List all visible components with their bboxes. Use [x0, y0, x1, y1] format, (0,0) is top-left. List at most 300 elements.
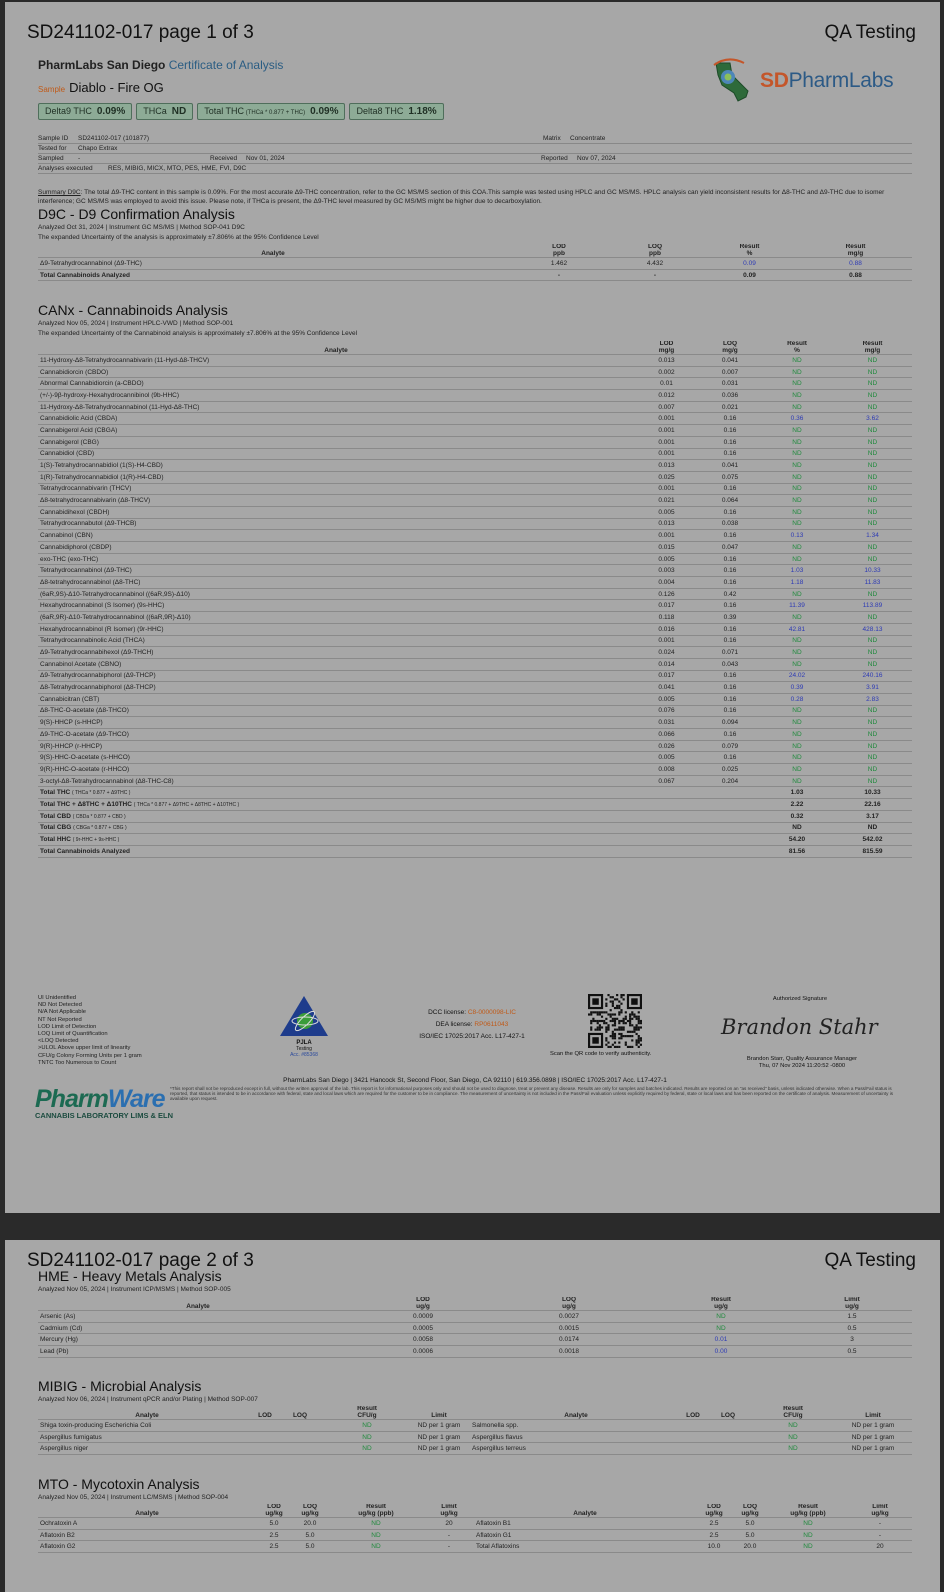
- sample-line: [38, 80, 164, 95]
- coa-page-1: [5, 2, 940, 1213]
- value-cell: 0.031: [634, 717, 699, 729]
- value-cell: 2.5: [696, 1518, 732, 1530]
- table-row: [38, 612, 912, 624]
- mto-table: [38, 1504, 912, 1553]
- analyte-cell: Hexahydrocannabinol (R Isomer) (9r-HHC): [38, 623, 634, 635]
- value-cell: 1.03: [761, 565, 833, 577]
- value-cell: ND: [761, 425, 833, 437]
- info-row: [38, 154, 912, 164]
- value-cell: [699, 845, 761, 857]
- value-cell: ND: [752, 1431, 834, 1443]
- analyte-cell: (6aR,9S)-Δ10-Tetrahydrocannabinol ((6aR,9S)-Δ10): [38, 588, 634, 600]
- value-cell: [704, 1420, 752, 1432]
- table-row: [38, 448, 912, 460]
- table-row: [38, 483, 912, 495]
- value-cell: ND: [761, 822, 833, 834]
- reported-label: Reported: [541, 155, 568, 162]
- value-cell: [256, 1431, 274, 1443]
- analyte-cell: (6aR,9R)-Δ10-Tetrahydrocannabinol ((6aR,9R)-Δ10): [38, 612, 634, 624]
- value-cell: ND: [833, 378, 912, 390]
- column-header: LOD mg/g: [634, 341, 699, 355]
- value-cell: ND: [833, 425, 912, 437]
- value-cell: [274, 1431, 326, 1443]
- column-header: LOQ mg/g: [699, 341, 761, 355]
- value-cell: 22.16: [833, 799, 912, 811]
- table-row: [38, 436, 912, 448]
- table-row: [38, 1346, 912, 1358]
- value-cell: 0.42: [699, 588, 761, 600]
- value-cell: 0.001: [634, 425, 699, 437]
- analyte-cell: Cannabinol Acetate (CBNO): [38, 658, 634, 670]
- signed-date: Thu, 07 Nov 2024 11:20:52 -0800: [758, 1063, 846, 1069]
- value-cell: 0.36: [761, 413, 833, 425]
- value-cell: 0.007: [699, 366, 761, 378]
- value-cell: 24.02: [761, 670, 833, 682]
- table-row: [38, 1334, 912, 1346]
- value-cell: 0.001: [634, 635, 699, 647]
- d9c-title: D9C - D9 Confirmation Analysis: [38, 206, 235, 222]
- received: Nov 01, 2024: [246, 155, 285, 162]
- value-cell: ND: [752, 1443, 834, 1455]
- chip-value: ND: [171, 106, 187, 117]
- table-row: [38, 425, 912, 437]
- table-row: [38, 401, 912, 413]
- reported: Nov 07, 2024: [577, 155, 616, 162]
- pharmware-logo: [35, 1085, 173, 1120]
- column-header: LOD ppb: [508, 244, 610, 258]
- legend-item: LOQ Limit of Quantification: [38, 1031, 108, 1038]
- value-cell: 2.22: [761, 799, 833, 811]
- analyte-cell: Aspergillus terreus: [470, 1443, 682, 1455]
- sampled: -: [78, 155, 81, 162]
- analyte-cell: 9(R)-HHCP (r-HHCP): [38, 740, 634, 752]
- value-cell: ND: [328, 1518, 424, 1530]
- value-cell: 0.075: [699, 471, 761, 483]
- value-cell: 0.064: [699, 495, 761, 507]
- table-row: [38, 682, 912, 694]
- analyte-cell: Aflatoxin B1: [474, 1518, 696, 1530]
- analyte-cell: Hexahydrocannabinol (S Isomer) (9s-HHC): [38, 600, 634, 612]
- analyte-cell: Tetrahydrocannabutol (Δ9-THCB): [38, 518, 634, 530]
- value-cell: 0.16: [699, 483, 761, 495]
- chip-label: Total THC: [204, 106, 245, 116]
- total-row: [38, 810, 912, 822]
- value-cell: 0.013: [634, 355, 699, 367]
- summary-label: Summary D9C: [38, 189, 81, 196]
- value-cell: ND: [761, 612, 833, 624]
- column-header: LOD ug/kg: [696, 1504, 732, 1518]
- value-cell: ND: [761, 588, 833, 600]
- value-cell: ND: [328, 1529, 424, 1541]
- table-header-row: [38, 1504, 912, 1518]
- value-cell: 0.021: [634, 495, 699, 507]
- value-cell: 0.041: [699, 460, 761, 472]
- value-cell: 11.83: [833, 577, 912, 589]
- value-cell: 0.88: [799, 269, 912, 281]
- chip-value: 0.09%: [310, 106, 339, 117]
- value-cell: 0.001: [634, 436, 699, 448]
- value-cell: [274, 1420, 326, 1432]
- value-cell: ND: [761, 705, 833, 717]
- pjla-sub: Testing: [296, 1046, 312, 1052]
- value-cell: ND: [761, 717, 833, 729]
- info-row: [38, 164, 912, 174]
- dea-label: DEA license:: [435, 1021, 473, 1028]
- value-cell: 5.0: [256, 1518, 292, 1530]
- value-cell: 0.001: [634, 413, 699, 425]
- value-cell: [704, 1431, 752, 1443]
- d9c-summary: Summary D9C: The total Δ9-THC content in this sample is 0.09%. For the most accurate Δ9-THC concentration, refer to the GC MS/MS section of this COA.This sample was tested using HPLC and GC MS/MS. HPLC analysis can yield inconsistent results for Δ8-THC and Δ9-THC due to isomer interference; GC MS/MS was employed to avoid this issue. Please note, if THCa is present, the Δ9-THC level measured by GC MS/MS might be higher due to decarboxylation.: [38, 189, 885, 205]
- analyte-cell: Aspergillus niger: [38, 1443, 256, 1455]
- value-cell: ND: [761, 390, 833, 402]
- potency-chip: [136, 103, 193, 120]
- value-cell: 0.066: [634, 729, 699, 741]
- auth-signature-label: Authorized Signature: [772, 996, 828, 1002]
- table-row: [38, 1518, 912, 1530]
- value-cell: ND: [833, 471, 912, 483]
- column-header: Limit: [408, 1406, 470, 1420]
- received-label: Received: [210, 155, 238, 162]
- value-cell: ND: [761, 448, 833, 460]
- value-cell: 0.017: [634, 670, 699, 682]
- value-cell: 0.16: [699, 682, 761, 694]
- value-cell: 10.33: [833, 787, 912, 799]
- value-cell: ND: [833, 553, 912, 565]
- value-cell: [634, 799, 699, 811]
- column-header: Result ug/kg (ppb): [768, 1504, 848, 1518]
- value-cell: ND per 1 gram: [408, 1431, 470, 1443]
- table-row: [38, 670, 912, 682]
- column-header: LOQ ug/g: [488, 1297, 650, 1311]
- analyte-cell: Δ9-Tetrahydrocannabiphorol (Δ9-THCP): [38, 670, 634, 682]
- analyte-cell: Salmonella spp.: [470, 1420, 682, 1432]
- pjla-badge: [275, 994, 333, 1058]
- signature: Brandon Stahr: [721, 1015, 878, 1039]
- info-row: [38, 134, 912, 144]
- sdpharmlabs-logo: [710, 57, 910, 105]
- value-cell: -: [848, 1529, 912, 1541]
- sample-info: [38, 134, 912, 174]
- mibig-analyzed: Analyzed Nov 06, 2024 | Instrument qPCR and/or Plating | Method SOP-007: [38, 1396, 258, 1403]
- value-cell: 0.001: [634, 530, 699, 542]
- summary-text: The total Δ9-THC content in this sample is 0.09%. For the most accurate Δ9-THC concentration, refer to the GC MS/MS section of this COA.This sample was tested using HPLC and GC MS/MS. HPLC analysis can yield inconsistent results for Δ8-THC and Δ9-THC due to isomer interference; GC MS/MS was employed to avoid this issue. Please note, if THCa is present, the Δ9-THC level measured by GC MS/MS might be higher due to decarboxylation.: [38, 189, 885, 205]
- analyte-cell: 11-Hydroxy-Δ8-Tetrahydrocannabinol (11-Hyd-Δ8-THC): [38, 401, 634, 413]
- column-header: LOQ ug/kg: [732, 1504, 768, 1518]
- table-row: [38, 775, 912, 787]
- qr-caption: Scan the QR code to verify authenticity.: [550, 1051, 652, 1057]
- value-cell: 0.094: [699, 717, 761, 729]
- value-cell: 0.16: [699, 413, 761, 425]
- table-row: [38, 635, 912, 647]
- value-cell: 0.16: [699, 623, 761, 635]
- value-cell: ND: [761, 460, 833, 472]
- qa-testing-label: QA Testing: [824, 22, 916, 43]
- value-cell: -: [610, 269, 700, 281]
- value-cell: [634, 845, 699, 857]
- tested-for: Chapo Extrax: [78, 145, 118, 152]
- value-cell: ND: [650, 1322, 792, 1334]
- value-cell: 0.017: [634, 600, 699, 612]
- value-cell: 0.021: [699, 401, 761, 413]
- analyte-cell: Cannabidiphorol (CBDP): [38, 542, 634, 554]
- value-cell: 1.03: [761, 787, 833, 799]
- value-cell: 0.16: [699, 752, 761, 764]
- column-header: LOD: [256, 1406, 274, 1420]
- value-cell: [682, 1431, 704, 1443]
- value-cell: ND per 1 gram: [834, 1443, 912, 1455]
- lab-name: PharmLabs San Diego: [38, 58, 166, 72]
- value-cell: 1.18: [761, 577, 833, 589]
- total-label: Total CBD ( CBDa * 0.877 + CBD ): [38, 810, 634, 822]
- analyte-cell: Cannabidiolic Acid (CBDA): [38, 413, 634, 425]
- value-cell: 0.005: [634, 553, 699, 565]
- value-cell: ND: [768, 1541, 848, 1553]
- table-row: [38, 530, 912, 542]
- column-header: Analyte: [38, 341, 634, 355]
- value-cell: 0.071: [699, 647, 761, 659]
- value-cell: ND: [761, 401, 833, 413]
- value-cell: 0.16: [699, 448, 761, 460]
- value-cell: 5.0: [732, 1529, 768, 1541]
- value-cell: 1.462: [508, 258, 610, 270]
- analyte-cell: 11-Hydroxy-Δ8-Tetrahydrocannabivarin (11-Hyd-Δ8-THCV): [38, 355, 634, 367]
- table-row: [38, 1443, 912, 1455]
- value-cell: 20: [424, 1518, 474, 1530]
- value-cell: 0.16: [699, 530, 761, 542]
- analyte-cell: Abnormal Cannabidiorcin (a-CBDO): [38, 378, 634, 390]
- analyte-cell: Δ8-THC-O-acetate (Δ8-THCO): [38, 705, 634, 717]
- value-cell: ND: [833, 588, 912, 600]
- column-header: LOQ: [704, 1406, 752, 1420]
- table-row: [38, 258, 912, 270]
- sampled-label: Sampled: [38, 155, 64, 162]
- analyte-cell: Shiga toxin-producing Escherichia Coli: [38, 1420, 256, 1432]
- coa-label: Certificate of Analysis: [168, 58, 284, 72]
- value-cell: 0.16: [699, 436, 761, 448]
- dcc-license: C8-0000098-LIC: [467, 1009, 516, 1016]
- value-cell: 20: [848, 1541, 912, 1553]
- total-formula: ( 9r-HHC + 9s-HHC ): [72, 837, 120, 844]
- hme-table: [38, 1297, 912, 1358]
- value-cell: 0.39: [761, 682, 833, 694]
- value-cell: 3.91: [833, 682, 912, 694]
- analyte-cell: Cannabinol (CBN): [38, 530, 634, 542]
- canx-analyzed: Analyzed Nov 05, 2024 | Instrument HPLC-VWD | Method SOP-001: [38, 320, 234, 327]
- table-row: [38, 577, 912, 589]
- legend-item: NT Not Reported: [38, 1016, 82, 1023]
- table-row: [38, 378, 912, 390]
- canx-uncertainty: The expanded Uncertainty of the Cannabinoid analysis is approximately ±7.806% at the 95% Confidence Level: [38, 330, 358, 337]
- potency-chip: [38, 103, 132, 120]
- value-cell: 815.59: [833, 845, 912, 857]
- value-cell: ND: [761, 518, 833, 530]
- analyte-cell: Δ9-Tetrahydrocannabinol (Δ9-THC): [38, 258, 508, 270]
- value-cell: 0.0005: [358, 1322, 488, 1334]
- table-row: [38, 542, 912, 554]
- value-cell: ND: [761, 471, 833, 483]
- total-row: [38, 834, 912, 846]
- verification-qr-code[interactable]: [588, 994, 642, 1048]
- value-cell: 0.041: [634, 682, 699, 694]
- value-cell: 0.067: [634, 775, 699, 787]
- value-cell: 0.09: [700, 269, 799, 281]
- value-cell: 0.026: [634, 740, 699, 752]
- value-cell: ND: [761, 729, 833, 741]
- value-cell: [699, 787, 761, 799]
- value-cell: 1.5: [792, 1311, 912, 1323]
- value-cell: 0.036: [699, 390, 761, 402]
- column-header: Analyte: [38, 1406, 256, 1420]
- mibig-table: [38, 1406, 912, 1455]
- legend-item: N/A Not Applicable: [38, 1009, 87, 1016]
- analyte-cell: 9(R)-HHC-O-acetate (r-HHCO): [38, 764, 634, 776]
- value-cell: ND: [761, 506, 833, 518]
- pharmware-tagline: CANNABIS LABORATORY LIMS & ELN: [35, 1111, 174, 1120]
- analyte-cell: 9(S)-HHC-O-acetate (s-HHCO): [38, 752, 634, 764]
- value-cell: 0.005: [634, 693, 699, 705]
- analyte-cell: Total Aflatoxins: [474, 1541, 696, 1553]
- mto-title: MTO - Mycotoxin Analysis: [38, 1476, 200, 1492]
- value-cell: ND: [833, 355, 912, 367]
- table-row: [38, 565, 912, 577]
- analyte-cell: 1(S)-Tetrahydrocannabidiol (1(S)-H4-CBD): [38, 460, 634, 472]
- coa-page-2: [5, 1240, 940, 1592]
- analyses: RES, MIBIG, MICX, MTO, PES, HME, FVI, D9C: [108, 165, 247, 172]
- california-map-icon: [710, 57, 762, 105]
- analyte-cell: 3-octyl-Δ8-Tetrahydrocannabinol (Δ8-THC-C8): [38, 775, 634, 787]
- value-cell: ND: [328, 1541, 424, 1553]
- legend-item: <LOQ Detected: [38, 1038, 79, 1045]
- value-cell: 0.005: [634, 506, 699, 518]
- table-row: [38, 413, 912, 425]
- lab-header: [38, 58, 283, 72]
- value-cell: ND: [833, 705, 912, 717]
- analyte-cell: Aspergillus flavus: [470, 1431, 682, 1443]
- value-cell: 428.13: [833, 623, 912, 635]
- value-cell: [682, 1443, 704, 1455]
- logo-text-pharmlabs: PharmLabs: [788, 69, 894, 92]
- pjla-acc: Acc. #85368: [290, 1052, 318, 1058]
- value-cell: [256, 1443, 274, 1455]
- legend-item: LOD Limit of Detection: [38, 1023, 97, 1030]
- value-cell: ND: [761, 436, 833, 448]
- value-cell: 2.5: [256, 1541, 292, 1553]
- table-row: [38, 495, 912, 507]
- value-cell: ND: [833, 542, 912, 554]
- potency-chip: [349, 103, 443, 120]
- value-cell: [699, 810, 761, 822]
- analyte-cell: 9(S)-HHCP (s-HHCP): [38, 717, 634, 729]
- analyte-cell: Δ9-THC-O-acetate (Δ9-THCO): [38, 729, 634, 741]
- value-cell: 0.16: [699, 729, 761, 741]
- value-cell: ND: [761, 635, 833, 647]
- value-cell: ND: [326, 1431, 408, 1443]
- pharmware-a: Pharm: [35, 1085, 108, 1113]
- value-cell: 0.001: [634, 448, 699, 460]
- value-cell: 54.20: [761, 834, 833, 846]
- analyte-cell: Aflatoxin G2: [38, 1541, 256, 1553]
- column-header: Result %: [700, 244, 799, 258]
- table-row: [38, 693, 912, 705]
- value-cell: ND: [326, 1443, 408, 1455]
- value-cell: 0.0009: [358, 1311, 488, 1323]
- value-cell: 0.005: [634, 752, 699, 764]
- value-cell: 42.81: [761, 623, 833, 635]
- value-cell: 0.16: [699, 693, 761, 705]
- value-cell: -: [848, 1518, 912, 1530]
- table-header-row: [38, 1406, 912, 1420]
- value-cell: 0.0027: [488, 1311, 650, 1323]
- analyte-cell: Cannabicitran (CBT): [38, 693, 634, 705]
- analyte-cell: Total Cannabinoids Analyzed: [38, 269, 508, 281]
- analyte-cell: Lead (Pb): [38, 1346, 358, 1358]
- value-cell: [634, 787, 699, 799]
- value-cell: 0.079: [699, 740, 761, 752]
- column-header: Limit ug/kg: [848, 1504, 912, 1518]
- chip-label: THCa: [143, 106, 167, 116]
- potency-chips: [38, 103, 444, 120]
- value-cell: 20.0: [292, 1518, 328, 1530]
- value-cell: ND: [833, 775, 912, 787]
- value-cell: ND: [833, 635, 912, 647]
- value-cell: 0.001: [634, 483, 699, 495]
- value-cell: ND: [833, 658, 912, 670]
- value-cell: 0.16: [699, 577, 761, 589]
- value-cell: 0.012: [634, 390, 699, 402]
- value-cell: 0.32: [761, 810, 833, 822]
- table-row: [38, 460, 912, 472]
- value-cell: ND: [833, 752, 912, 764]
- d9c-table: [38, 244, 912, 281]
- mibig-title: MIBIG - Microbial Analysis: [38, 1378, 202, 1394]
- table-header-row: [38, 341, 912, 355]
- value-cell: ND: [761, 553, 833, 565]
- signer-block: [717, 1056, 887, 1070]
- logo-text-sd: SD: [760, 69, 789, 92]
- total-formula: ( THCa * 0.877 + Δ9THC + Δ8THC + Δ10THC ): [133, 801, 240, 808]
- value-cell: 0.39: [699, 612, 761, 624]
- value-cell: ND: [761, 764, 833, 776]
- value-cell: [274, 1443, 326, 1455]
- value-cell: ND per 1 gram: [834, 1420, 912, 1432]
- value-cell: 0.031: [699, 378, 761, 390]
- analyte-cell: Cannabigerol Acid (CBGA): [38, 425, 634, 437]
- value-cell: ND: [833, 764, 912, 776]
- value-cell: ND: [761, 366, 833, 378]
- value-cell: 5.0: [292, 1529, 328, 1541]
- value-cell: ND: [833, 483, 912, 495]
- value-cell: 0.015: [634, 542, 699, 554]
- value-cell: 0.16: [699, 425, 761, 437]
- value-cell: ND: [833, 460, 912, 472]
- logo-text: [760, 69, 893, 93]
- value-cell: 0.004: [634, 577, 699, 589]
- d9c-uncertainty: The expanded Uncertainty of the analysis is approximately ±7.806% at the 95% Confidence Level: [38, 234, 319, 241]
- analyte-cell: Cadmium (Cd): [38, 1322, 358, 1334]
- value-cell: ND: [761, 740, 833, 752]
- value-cell: 0.16: [699, 705, 761, 717]
- analyte-cell: Cannabigerol (CBG): [38, 436, 634, 448]
- table-row: [38, 1311, 912, 1323]
- value-cell: 11.39: [761, 600, 833, 612]
- value-cell: ND: [761, 658, 833, 670]
- pjla-triangle-icon: [278, 994, 330, 1038]
- value-cell: ND: [768, 1529, 848, 1541]
- table-row: [38, 518, 912, 530]
- column-header: Result ug/g: [650, 1297, 792, 1311]
- analyses-label: Analyses executed: [38, 165, 93, 172]
- value-cell: ND: [650, 1311, 792, 1323]
